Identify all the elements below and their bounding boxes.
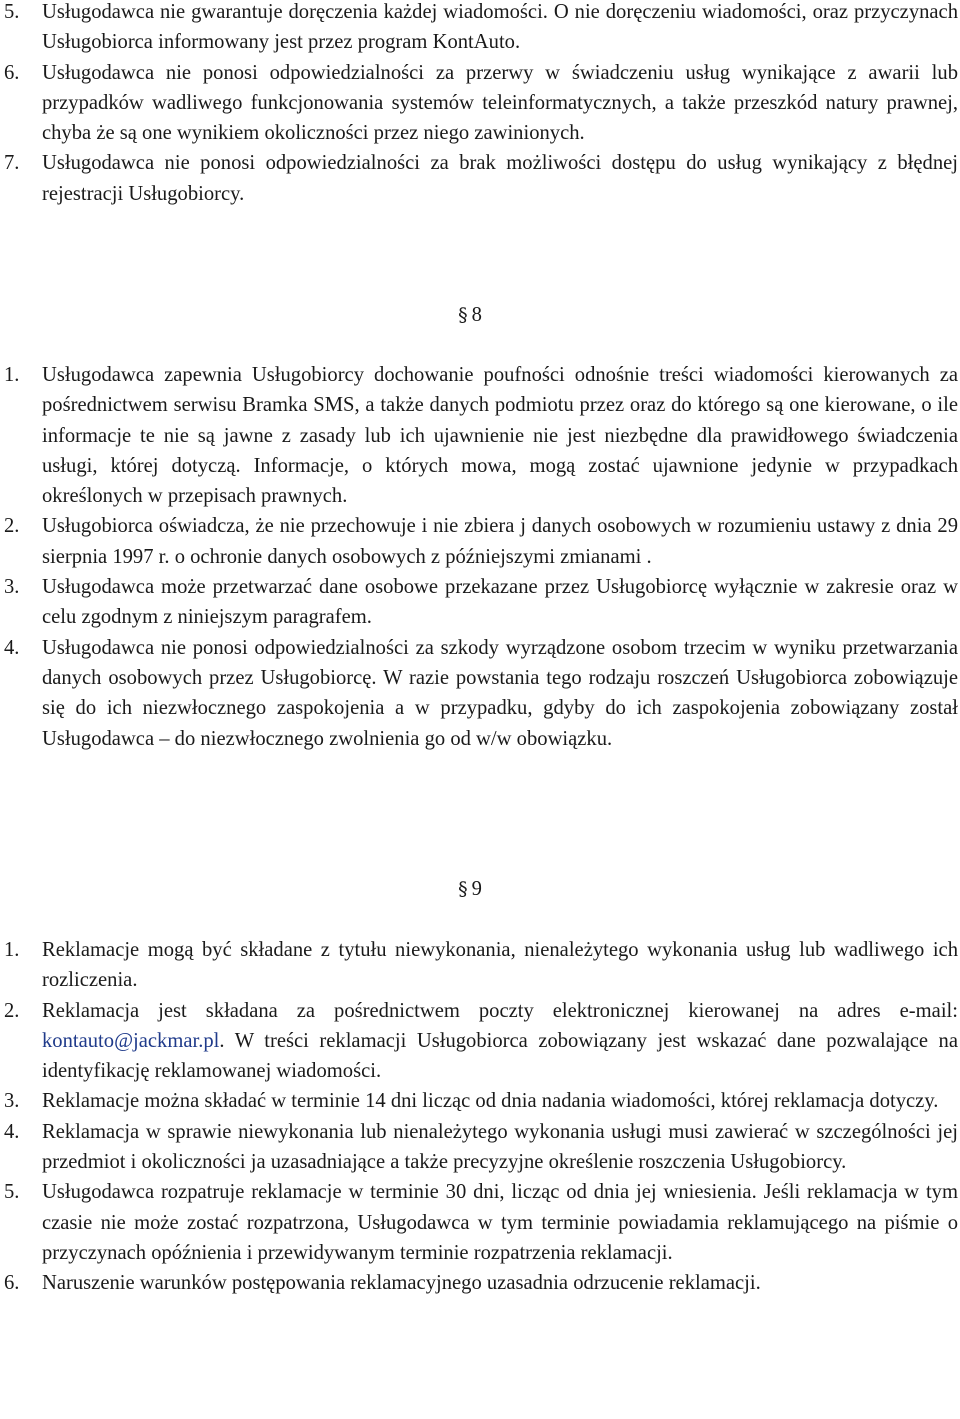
item-text: Usługodawca zapewnia Usługobiorcy dochowanie poufności odnośnie treści wiadomości kierowanych za pośrednictwem serwisu Bramka SMS, a także danych podmiotu przez oraz do którego są one kierowane, o ile informacje te nie są jawne z zasady lub ich ujawnienie nie jest niezbędne dla prawidłowego świadczenia usługi, której dotyczą. Informacje, o których mowa, mogą zostać ujawnione jedynie w przypadkach określonych w przepisach prawnych. [42, 364, 958, 508]
item-number: 4. [4, 636, 20, 659]
section-8-list [0, 360, 958, 754]
list-item [0, 1086, 958, 1116]
item-text: Usługodawca nie ponosi odpowiedzialności za brak możliwości dostępu do usług wynikający z błędnej rejestracji Usługobiorcy. [42, 152, 958, 205]
list-item [0, 633, 958, 754]
section-9-heading [0, 874, 940, 904]
item-number: 2. [4, 515, 20, 538]
item-text: Usługodawca nie ponosi odpowiedzialności za szkody wyrządzone osobom trzecim w wyniku przetwarzania danych osobowych przez Usługobiorcę. W razie powstania tego rodzaju roszczeń Usługobiorca zobowiązuje się do ich niezwłocznego zaspokojenia a w przypadku, gdyby do ich zaspokojenia zobowiązany został Usługodawca – do niezwłocznego zwolnienia go od w/w obowiązku. [42, 636, 958, 750]
list-item [0, 1117, 958, 1178]
section-symbol: § [458, 304, 468, 326]
list-item [0, 935, 958, 996]
item-number: 1. [4, 364, 20, 386]
item-number: 3. [4, 576, 20, 599]
item-number: 5. [4, 1181, 20, 1204]
section-8-heading [0, 300, 940, 330]
section-9-list [0, 935, 958, 1299]
item-number: 2. [4, 999, 20, 1022]
section-symbol: § [458, 878, 468, 900]
item-number: 6. [4, 1272, 20, 1295]
item-number: 3. [4, 1090, 20, 1113]
item-text: Usługodawca może przetwarzać dane osobowe przekazane przez Usługobiorcę wyłącznie w zakresie oraz w celu zgodnym z niniejszym paragrafem. [42, 576, 958, 629]
item-text: Usługodawca nie gwarantuje doręczenia każdej wiadomości. O nie doręczeniu wiadomości, oraz przyczynach Usługobiorca informowany jest przez program KontAuto. [42, 1, 958, 54]
list-item [0, 148, 958, 209]
list-item [0, 1268, 958, 1298]
item-text: Reklamacje można składać w terminie 14 dni licząc od dnia nadania wiadomości, której reklamacja dotyczy. [42, 1090, 939, 1113]
item-number: 4. [4, 1120, 20, 1143]
list-item [0, 511, 958, 572]
item-number: 6. [4, 61, 20, 84]
list-item [0, 360, 958, 511]
list-item [0, 996, 958, 1087]
item-text: Reklamacje mogą być składane z tytułu niewykonania, nienależytego wykonania usług lub wadliwego ich rozliczenia. [42, 939, 958, 992]
section-number: 9 [471, 878, 482, 900]
item-number: 7. [4, 152, 20, 175]
item-text: Naruszenie warunków postępowania reklamacyjnego uzasadnia odrzucenie reklamacji. [42, 1272, 761, 1295]
item-text: Usługobiorca oświadcza, że nie przechowuje i nie zbiera j danych osobowych w rozumieniu ustawy z dnia 29 sierpnia 1997 r. o ochronie danych osobowych z późniejszymi zmianami . [42, 515, 958, 568]
list-item [0, 0, 958, 58]
list-item [0, 58, 958, 149]
item-text: . W treści reklamacji Usługobiorca zobowiązany jest wskazać dane pozwalające na identyfikację reklamowanej wiadomości. [42, 1029, 958, 1083]
item-number: 1. [4, 939, 20, 961]
item-text: Reklamacja w sprawie niewykonania lub nienależytego wykonania usługi musi zawierać w szczególności jej przedmiot i okoliczności ja uzasadniające a także precyzyjne określenie roszczenia Usługobiorcy. [42, 1120, 958, 1174]
email-link[interactable]: kontauto@jackmar.pl [42, 1029, 220, 1052]
list-item [0, 572, 958, 633]
item-number: 5. [4, 1, 20, 23]
list-item [0, 1177, 958, 1268]
item-text: Usługodawca rozpatruje reklamacje w terminie 30 dni, licząc od dnia jej wniesienia. Jeśli reklamacja w tym czasie nie może zostać rozpatrzona, Usługodawca w tym terminie powiadamia reklamującego na piśmie o przyczynach opóźnienia i przewidywanym terminie rozpatrzenia reklamacji. [42, 1181, 958, 1264]
item-text: Usługodawca nie ponosi odpowiedzialności za przerwy w świadczeniu usług wynikające z awarii lub przypadków wadliwego funkcjonowania systemów teleinformatycznych, a także przeszkód natury prawnej, chyba że są one wynikiem okoliczności przez niego zawinionych. [42, 61, 958, 145]
item-text: Reklamacja jest składana za pośrednictwem poczty elektronicznej kierowanej na adres e-mail: [42, 999, 958, 1022]
section-number: 8 [471, 304, 482, 326]
section-top-list [0, 0, 958, 209]
